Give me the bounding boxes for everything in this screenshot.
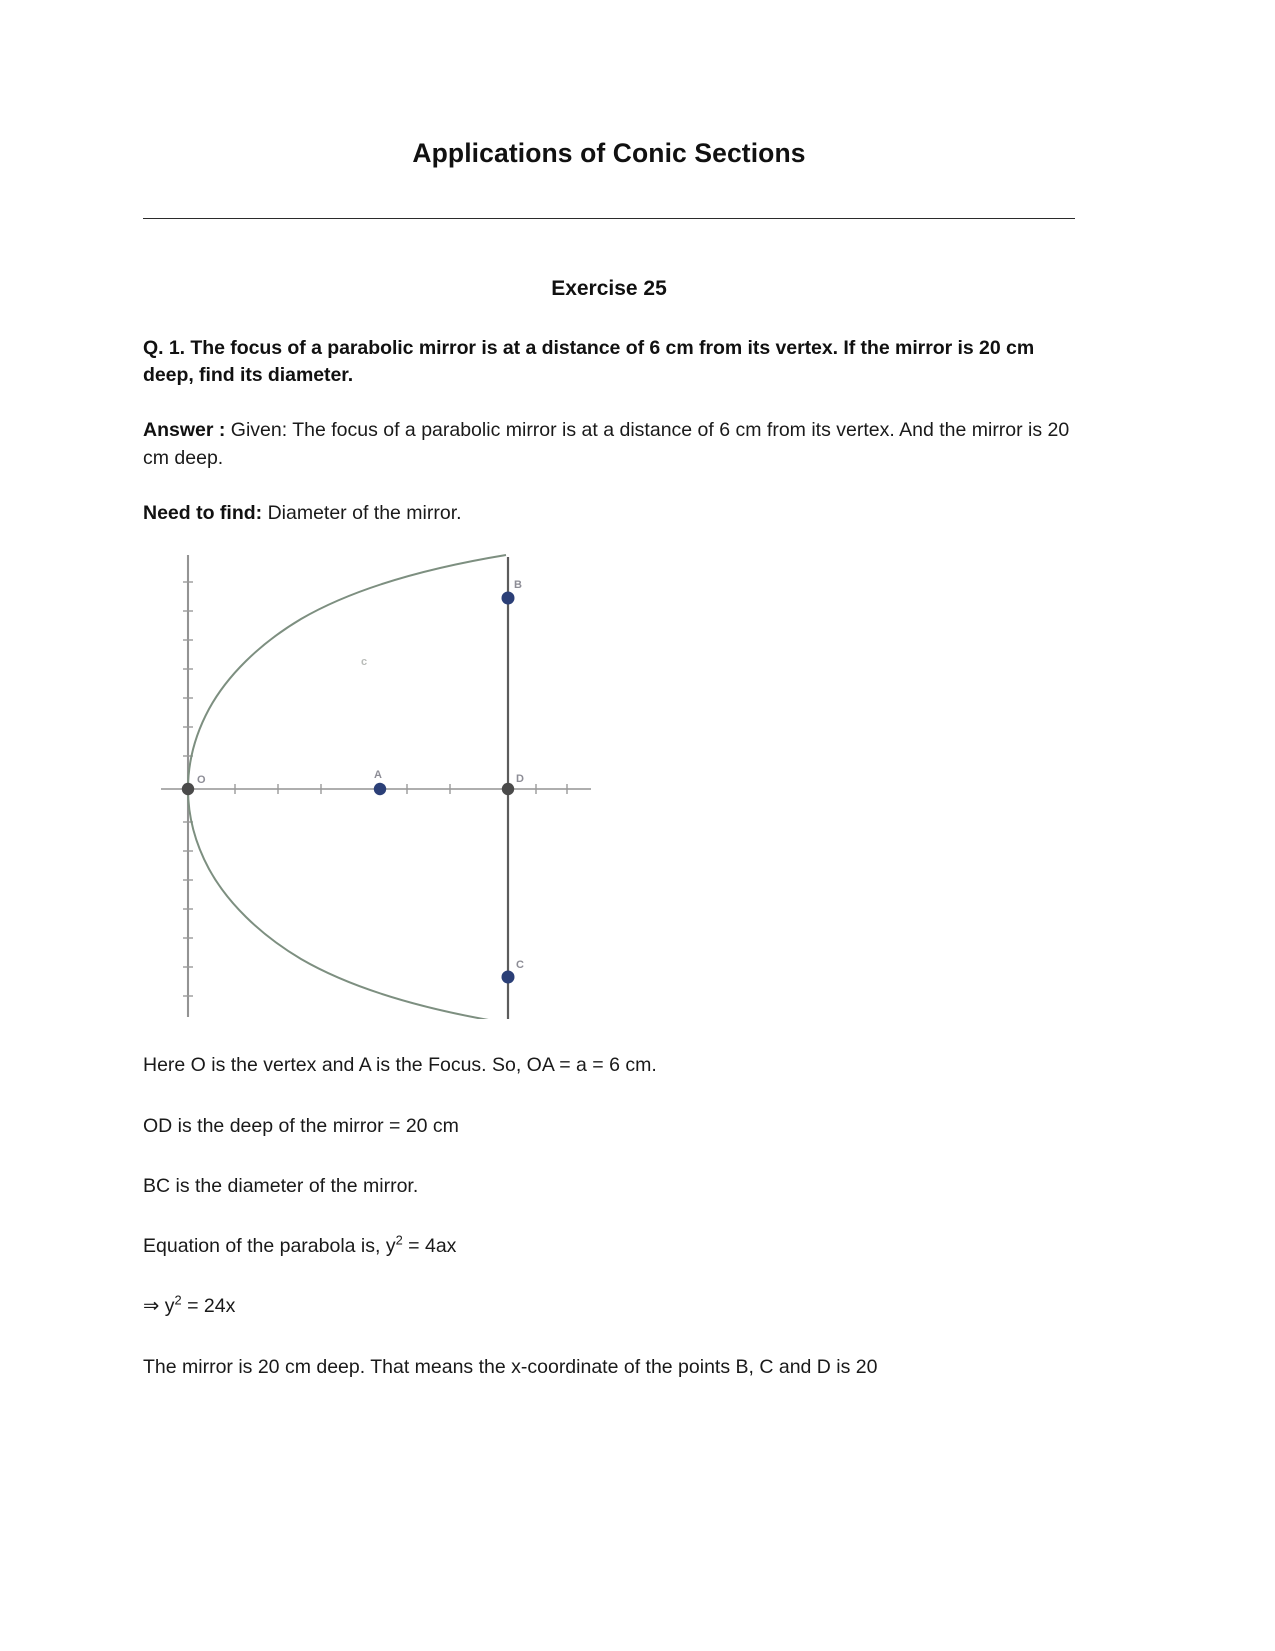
point-B — [502, 592, 515, 605]
exercise-heading: Exercise 25 — [551, 276, 667, 300]
solution-final-line: The mirror is 20 cm deep. That means the x-coordinate of the points B, C and D is 20 — [143, 1355, 878, 1378]
equation-derived — [143, 1260, 1075, 1320]
need-to-find-paragraph — [143, 473, 1075, 528]
title-divider — [143, 218, 1075, 219]
point-label-C: C — [516, 959, 524, 972]
answer-label: Answer : — [143, 419, 226, 442]
need-to-find-label: Need to find: — [143, 501, 263, 524]
solution-line-2: BC is the diameter of the mirror. — [143, 1174, 419, 1197]
equation-general-intro: Equation of the parabola is, y — [143, 1235, 396, 1258]
point-O — [182, 783, 194, 795]
parabola-curve-lower — [188, 789, 506, 1019]
point-label-B: B — [514, 579, 522, 592]
solution-line-1: OD is the deep of the mirror = 20 cm — [143, 1114, 459, 1137]
point-label-A: A — [374, 769, 382, 782]
need-to-find-text: Diameter of the mirror. — [262, 501, 462, 524]
equation-general — [143, 1200, 1075, 1260]
point-label-D: D — [516, 773, 524, 786]
point-D — [502, 783, 514, 795]
page-content — [143, 0, 1075, 1381]
answer-given-text: Given: The focus of a parabolic mirror is at a distance of 6 cm from its vertex. And the mirror is 20 cm deep. — [143, 419, 1070, 469]
equation-derived-exponent: 2 — [174, 1292, 182, 1308]
answer-paragraph — [143, 390, 1075, 472]
point-A-focus — [374, 783, 386, 795]
parabola-graph-svg — [161, 549, 601, 1019]
page-title: Applications of Conic Sections — [412, 138, 806, 168]
solution-line-0: Here O is the vertex and A is the Focus. So, OA = a = 6 cm. — [143, 1054, 657, 1077]
equation-general-exponent: 2 — [395, 1232, 403, 1248]
parabola-figure — [161, 549, 601, 1019]
curve-label-c: c — [361, 656, 368, 669]
point-label-O: O — [197, 774, 206, 787]
equation-derived-intro: ⇒ y — [143, 1295, 175, 1318]
question-text: Q. 1. The focus of a parabolic mirror is at a distance of 6 cm from its vertex. If the mirror is 20 cm deep, find its diameter. — [143, 336, 1035, 387]
equation-derived-tail: = 24x — [181, 1295, 236, 1318]
parabola-curve — [188, 555, 506, 789]
point-C — [502, 971, 515, 984]
equation-general-tail: = 4ax — [402, 1235, 457, 1258]
